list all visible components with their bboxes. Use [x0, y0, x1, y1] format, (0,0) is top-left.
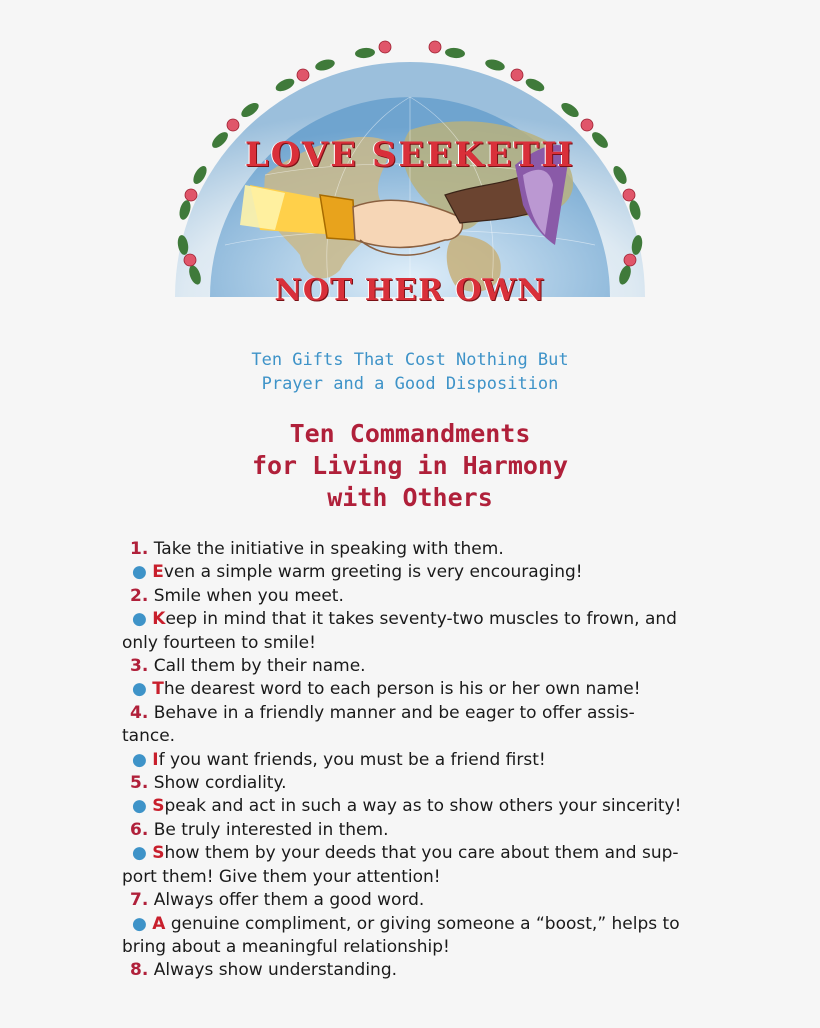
list-item-continuation: only fourteen to smile! — [122, 632, 316, 653]
list-item — [122, 842, 707, 865]
item-number: 1. — [130, 539, 149, 559]
list-item — [122, 585, 707, 608]
list-item-continuation: bring about a meaningful relationship! — [122, 936, 450, 957]
bullet-icon: ● — [132, 562, 147, 583]
item-text: Be truly interested in them. — [153, 819, 389, 840]
item-initial: E — [152, 562, 164, 583]
list-item — [122, 772, 707, 795]
item-initial: I — [152, 749, 159, 770]
bullet-icon: ● — [132, 843, 147, 864]
item-text: Take the initiative in speaking with them. — [153, 539, 504, 559]
list-item — [122, 678, 707, 701]
page-title — [0, 418, 820, 514]
item-initial: A — [152, 913, 166, 934]
bullet-icon: ● — [132, 913, 147, 934]
list-item — [122, 702, 707, 725]
item-initial: T — [152, 679, 164, 700]
bullet-icon: ● — [132, 679, 147, 700]
list-item — [122, 608, 707, 631]
emblem-illustration — [155, 35, 665, 310]
list-item — [122, 889, 707, 912]
item-number: 5. — [130, 773, 149, 794]
item-text: Smile when you meet. — [153, 585, 344, 606]
title-line-2: for Living in Harmony — [251, 451, 569, 480]
list-item — [122, 655, 707, 678]
item-initial: S — [152, 796, 165, 817]
item-text: Always show understanding. — [153, 960, 398, 981]
item-initial: S — [152, 843, 165, 864]
item-number: 4. — [130, 702, 149, 723]
list-item-continuation: port them! Give them your attention! — [122, 866, 441, 887]
list-item-continuation: tance. — [122, 726, 176, 747]
item-initial: K — [152, 609, 166, 630]
item-text: how them by your deeds that you care about them and sup- — [164, 843, 679, 864]
item-number: 2. — [130, 585, 149, 606]
item-number: 8. — [130, 960, 149, 981]
list-item — [122, 819, 707, 842]
bullet-icon: ● — [132, 749, 147, 770]
subtitle-line-1: Ten Gifts That Cost Nothing But — [251, 350, 569, 370]
item-text: Call them by their name. — [153, 656, 366, 677]
subtitle-line-2: Prayer and a Good Disposition — [261, 374, 559, 394]
item-text: f you want friends, you must be a friend first! — [158, 749, 546, 770]
title-line-3: with Others — [327, 483, 493, 512]
bullet-icon: ● — [132, 609, 147, 630]
list-item — [122, 959, 707, 982]
list-item — [122, 538, 707, 561]
list-item — [122, 561, 707, 584]
item-number: 6. — [130, 819, 149, 840]
bullet-icon: ● — [132, 796, 147, 817]
item-text: genuine compliment, or giving someone a “boost,” helps to — [170, 913, 680, 934]
item-text: peak and act in such a way as to show others your sincerity! — [164, 796, 682, 817]
list-item — [122, 749, 707, 772]
item-number: 7. — [130, 890, 149, 911]
item-text: eep in mind that it takes seventy-two muscles to frown, and — [165, 609, 677, 630]
emblem-top-text: LOVE SEEKETH — [244, 135, 576, 175]
commandment-list — [122, 538, 707, 983]
item-text: Always offer them a good word. — [153, 890, 425, 911]
subtitle — [0, 348, 820, 396]
item-number: 3. — [130, 656, 149, 677]
list-item — [122, 913, 707, 936]
title-line-1: Ten Commandments — [289, 419, 531, 448]
list-item — [122, 795, 707, 818]
emblem-bottom-text: NOT HER OWN — [274, 273, 546, 308]
item-text: he dearest word to each person is his or her own name! — [163, 679, 641, 700]
item-text: Behave in a friendly manner and be eager to offer assis- — [153, 702, 635, 723]
item-text: ven a simple warm greeting is very encouraging! — [163, 562, 583, 583]
item-text: Show cordiality. — [153, 773, 287, 794]
